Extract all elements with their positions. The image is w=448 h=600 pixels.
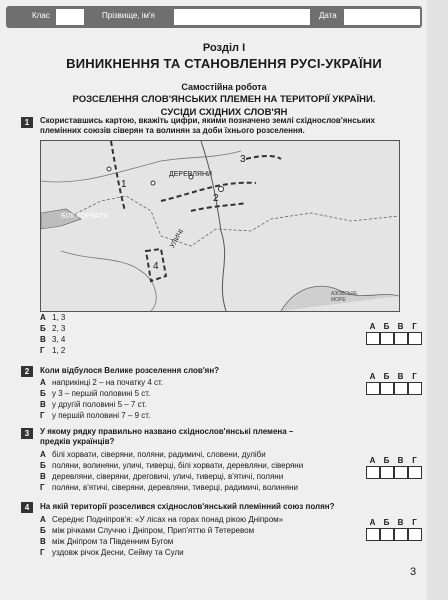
option-q3-d[interactable]: Г поляни, в'ятичі, сіверяни, деревляни, тиверці, радимичі, волиняни: [40, 483, 298, 492]
option-q4-b[interactable]: Б між річками Случчю і Дніпром, Прип'яттю й Тетеревом: [40, 526, 255, 535]
work-topic-line2: СУСІДИ СХІДНИХ СЛОВ'ЯН: [160, 107, 288, 118]
option-q4-c[interactable]: В між Дніпром та Південним Бугом: [40, 537, 174, 546]
map-number-3: 3: [240, 154, 246, 165]
work-label: Самостійна робота: [181, 82, 267, 92]
answer-cell[interactable]: [366, 382, 380, 395]
question-number: 4: [21, 502, 33, 513]
answer-cell[interactable]: [380, 332, 394, 345]
class-label: Клас: [32, 11, 50, 20]
map-label-bili-khorvaty: БІЛІ ХОРВАТИ: [61, 213, 109, 220]
option-q3-b[interactable]: Б поляни, волиняни, уличі, тиверці, білі хорвати, деревляни, сіверяни: [40, 461, 304, 470]
answer-cell[interactable]: [394, 466, 408, 479]
map-number-4: 4: [153, 261, 159, 272]
date-label: Дата: [319, 11, 337, 20]
answer-cell[interactable]: [408, 332, 422, 345]
option-q1-c[interactable]: В 3, 4: [40, 335, 66, 344]
answer-cell[interactable]: [394, 332, 408, 345]
option-q1-a[interactable]: А 1, 3: [40, 313, 66, 322]
option-q2-c[interactable]: В у другій половині 5 – 7 ст.: [40, 400, 147, 409]
answer-cell[interactable]: [408, 382, 422, 395]
answer-grid-q4[interactable]: А Б В Г: [366, 518, 426, 541]
option-q2-a[interactable]: А наприкінці 2 – на початку 4 ст.: [40, 378, 164, 387]
option-q2-b[interactable]: Б у 3 – першій половині 5 ст.: [40, 389, 151, 398]
answer-cell[interactable]: [394, 382, 408, 395]
class-field[interactable]: [56, 9, 84, 25]
date-field[interactable]: [344, 9, 420, 25]
option-q4-d[interactable]: Г уздовж річок Десни, Сейму та Сули: [40, 548, 184, 557]
answer-grid-q1[interactable]: А Б В Г: [366, 322, 426, 345]
option-q3-a[interactable]: А білі хорвати, сіверяни, поляни, радимичі, словени, дуліби: [40, 450, 266, 459]
question-number: 3: [21, 428, 33, 439]
question-text: Коли відбулося Велике розселення слов'ян?: [40, 366, 220, 375]
option-q1-d[interactable]: Г 1, 2: [40, 346, 66, 355]
answer-cell[interactable]: [408, 466, 422, 479]
work-topic-line1: РОЗСЕЛЕННЯ СЛОВ'ЯНСЬКИХ ПЛЕМЕН НА ТЕРИТОРІЇ УКРАЇНИ.: [72, 94, 376, 105]
answer-cell[interactable]: [380, 382, 394, 395]
map-label-ulychi: УЛИЧІ: [169, 228, 186, 250]
answer-grid-q3[interactable]: А Б В Г: [366, 456, 426, 479]
section-subtitle: ВИНИКНЕННЯ ТА СТАНОВЛЕННЯ РУСІ-УКРАЇНИ: [66, 56, 382, 71]
answer-cell[interactable]: [408, 528, 422, 541]
question-text: На якій території розселився східнослов'янський племінний союз полян?: [40, 502, 335, 511]
answer-cell[interactable]: [394, 528, 408, 541]
section-title: Розділ І: [202, 42, 246, 54]
historical-map: [40, 140, 400, 312]
answer-cell[interactable]: [380, 528, 394, 541]
question-number: 1: [21, 117, 33, 128]
map-number-1: 1: [121, 179, 127, 190]
name-field[interactable]: [174, 9, 310, 25]
question-number: 2: [21, 366, 33, 377]
header-bar: [6, 6, 422, 28]
answer-cell[interactable]: [366, 466, 380, 479]
answer-cell[interactable]: [366, 528, 380, 541]
option-q2-d[interactable]: Г у першій половині 7 – 9 ст.: [40, 411, 151, 420]
question-text: Скориставшись картою, вкажіть цифри, якими позначено землі східнослов'янських племінних союзів сіверян та волинян за доби їхнього розселення.: [40, 116, 375, 135]
question-text: У якому рядку правильно названо східнослов'янські племена – предків українців?: [40, 427, 294, 446]
answer-grid-q2[interactable]: А Б В Г: [366, 372, 426, 395]
option-q4-a[interactable]: А Середнє Подніпров'я: «У лісах на горах понад рікою Дніпром»: [40, 515, 284, 524]
answer-cell[interactable]: [380, 466, 394, 479]
map-label-azov-sea: АЗОВСЬКЕ МОРЕ: [331, 291, 358, 303]
option-q3-c[interactable]: В деревляни, сіверяни, дреговичі, уличі, тиверці, в'ятичі, поляни: [40, 472, 284, 481]
page-number: 3: [410, 566, 417, 578]
answer-cell[interactable]: [366, 332, 380, 345]
map-graphic: [41, 141, 399, 311]
option-q1-b[interactable]: Б 2, 3: [40, 324, 66, 333]
map-label-derevliany: ДЕРЕВЛЯНИ: [169, 171, 213, 178]
map-number-2: 2: [213, 193, 219, 204]
name-label: Прізвище, ім'я: [102, 11, 155, 20]
